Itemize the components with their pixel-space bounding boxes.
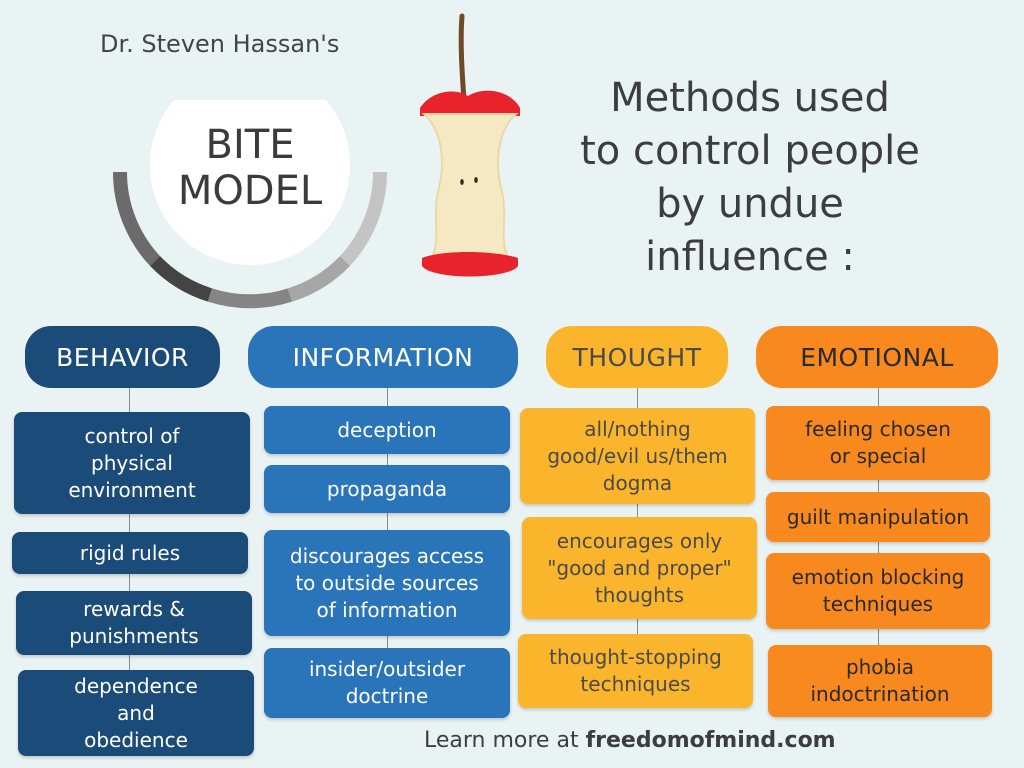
- emotional-item: phobia indoctrination: [768, 645, 992, 717]
- footer-prefix: Learn more at: [424, 728, 586, 753]
- emotional-item: guilt manipulation: [766, 492, 990, 542]
- thought-item: encourages only "good and proper" thoughts: [522, 517, 757, 619]
- logo-line-1: BITE: [205, 122, 295, 168]
- headline: [520, 72, 980, 284]
- thought-item: thought-stopping techniques: [518, 634, 753, 708]
- emotional-item: emotion blocking techniques: [766, 553, 990, 629]
- behavior-item: dependence and obedience: [18, 670, 254, 756]
- headline-line: by undue: [656, 181, 844, 227]
- footer: [424, 728, 836, 753]
- headline-line: influence :: [645, 234, 855, 280]
- behavior-item: control of physical environment: [14, 412, 250, 514]
- bite-logo-text: [150, 122, 350, 214]
- emotional-header: EMOTIONAL: [756, 326, 998, 388]
- footer-link[interactable]: freedomofmind.com: [585, 728, 836, 753]
- thought-header: THOUGHT: [546, 326, 728, 388]
- behavior-item: rigid rules: [12, 532, 248, 574]
- information-header: INFORMATION: [248, 326, 518, 388]
- apple-core-icon: [412, 12, 527, 282]
- emotional-item: feeling chosen or special: [766, 406, 990, 480]
- author-credit: Dr. Steven Hassan's: [100, 30, 340, 58]
- information-item: deception: [264, 406, 510, 454]
- behavior-item: rewards & punishments: [16, 591, 252, 655]
- headline-line: to control people: [580, 128, 920, 174]
- behavior-header: BEHAVIOR: [25, 326, 220, 388]
- logo-line-2: MODEL: [177, 168, 323, 214]
- information-item: propaganda: [264, 465, 510, 513]
- information-item: insider/outsider doctrine: [264, 648, 510, 718]
- thought-item: all/nothing good/evil us/them dogma: [520, 408, 755, 504]
- headline-line: Methods used: [610, 75, 890, 121]
- information-item: discourages access to outside sources of information: [264, 530, 510, 636]
